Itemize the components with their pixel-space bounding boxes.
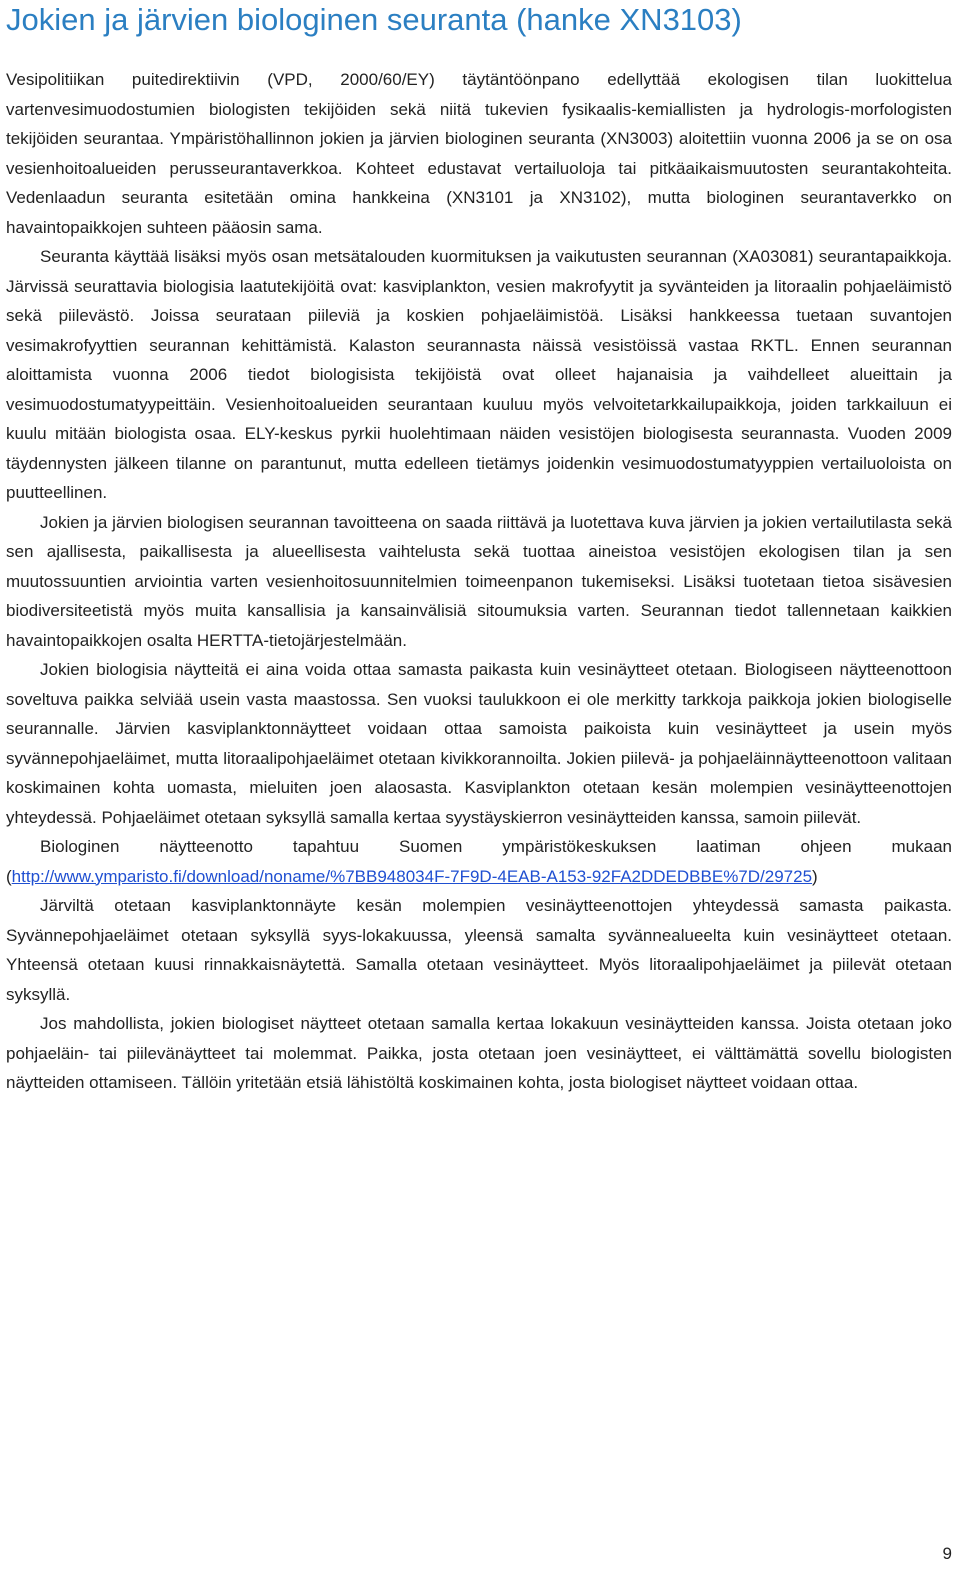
paragraph-vpd-intro: Vesipolitiikan puitedirektiivin (VPD, 2000/60/EY) täytäntöönpano edellyttää ekologisen tilan luokittelua vartenvesimuodostumien biologisten tekijöiden sekä niitä tukevien fysikaalis-kemiallisten ja hydrologis-morfologisten tekijöiden seurantaa. Ympäristöhallinnon jokien ja järvien biologinen seuranta (XN3003) aloitettiin vuonna 2006 ja se on osa vesienhoitoalueiden perusseurantaverkkoa. Kohteet edustavat vertailuoloja tai pitkäaikaismuutosten seurantakohteita. Vedenlaadun seuranta esitetään omina hankkeina (XN3101 ja XN3102), mutta biologinen seurantaverkko on havaintopaikkojen suhteen pääosin sama. xyxy=(6,70,952,237)
sampling-guide-link[interactable]: http://www.ymparisto.fi/download/noname/%7BB948034F-7F9D-4EAB-A153-92FA2DDEDBBE%7D/29725 xyxy=(11,866,813,886)
page-number: 9 xyxy=(942,1544,952,1563)
paragraph-sampling-sites: Jokien biologisia näytteitä ei aina voida ottaa samasta paikasta kuin vesinäytteet otetaan. Biologiseen näytteenottoon soveltuva paikka selviää usein vasta maastossa. Sen vuoksi taulukkoon ei ole merkitty tarkkoja paikkoja jokien biologiselle seurannalle. Järvien kasviplanktonnäytteet voidaan ottaa samoista paikoista kuin vesinäytteet ja usein myös syvännepohjaeläimet, mutta litoraalipohjaeläimet otetaan kivikkorannoilta. Jokien piilevä- ja pohjaeläinnäytteenottoon valitaan koskimainen kohta uomasta, mieluiten joen alaosasta. Kasviplankton otetaan kesän molempien vesinäytteenottojen yhteydessä. Pohjaeläimet otetaan syksyllä samalla kertaa syystäyskierron vesinäytteiden kanssa, samoin piilevät. xyxy=(6,660,952,827)
page-title: Jokien ja järvien biologinen seuranta (hanke XN3103) xyxy=(6,2,742,37)
document-body xyxy=(6,65,952,1098)
paragraph-objectives: Jokien ja järvien biologisen seurannan tavoitteena on saada riittävä ja luotettava kuva järvien ja jokien vertailutilasta sekä sen ajallisesta, paikallisesta ja alueellisesta vaihtelusta sekä tuottaa aineistoa vesistöjen ekologisen tilan ja sen muutossuuntien arviointia varten vesienhoitosuunnitelmien toimeenpanon tukemiseksi. Lisäksi tuotetaan tietoa sisävesien biodiversiteetistä myös muita kansallisia ja kansainvälisiä sitoumuksia varten. Seurannan tiedot tallennetaan kaikkien havaintopaikkojen osalta HERTTA-tietojärjestelmään. xyxy=(6,512,952,650)
paragraph-lake-sampling: Järviltä otetaan kasviplanktonnäyte kesän molempien vesinäytteenottojen yhteydessä samasta paikasta. Syvännepohjaeläimet otetaan syksyllä syys-lokakuussa, yleensä samalta syvännealueelta kuin vesinäytteet otetaan. Yhteensä otetaan kuusi rinnakkaisnäytettä. Samalla otetaan vesinäytteet. Myös litoraalipohjaeläimet ja piilevät otetaan syksyllä. xyxy=(6,896,952,1004)
paragraph-sampling-guide xyxy=(6,832,952,891)
sampling-guide-text: Biologinen näytteenotto tapahtuu Suomen ympäristökeskuksen laatiman ohjeen mukaan xyxy=(40,837,952,856)
link-open-paren: ( xyxy=(6,866,12,886)
paragraph-monitoring-scope: Seuranta käyttää lisäksi myös osan metsätalouden kuormituksen ja vaikutusten seurannan (XA03081) seurantapaikkoja. Järvissä seurattavia biologisia laatutekijöitä ovat: kasviplankton, vesien makrofyytit ja syvänteiden ja litoraalin pohjaeläimistö sekä piilevästö. Joissa seurataan piileviä ja koskien pohjaeläimistöä. Lisäksi hankkeessa tuetaan suvantojen vesimakrofyyttien seurannan kehittämistä. Kalaston seurannasta näissä vesistöissä vastaa RKTL. Ennen seurannan aloittamista vuonna 2006 tiedot biologisista tekijöistä ovat olleet hajanaisia ja vaihdelleet alueittain ja vesimuodostumatyypeittäin. Vesienhoitoalueiden seurantaan kuuluu myös velvoitetarkkailupaikkoja, joiden tarkkailuun ei kuulu mitään biologista osaa. ELY-keskus pyrkii huolehtimaan näiden vesistöjen biologisesta seurannasta. Vuoden 2009 täydennysten jälkeen tilanne on parantunut, mutta edelleen tietämys joidenkin vesimuodostumatyyppien vertailuoloista on puutteellinen. xyxy=(6,247,952,502)
link-close-paren: ) xyxy=(812,866,818,886)
paragraph-river-sampling: Jos mahdollista, jokien biologiset näytteet otetaan samalla kertaa lokakuun vesinäytteiden kanssa. Joista otetaan joko pohjaeläin- tai piilevänäytteet tai molemmat. Paikka, josta otetaan joen vesinäytteet, ei välttämättä sovellu biologisten näytteiden ottamiseen. Tällöin yritetään etsiä lähistöltä koskimainen kohta, josta biologiset näytteet voidaan ottaa. xyxy=(6,1014,952,1092)
